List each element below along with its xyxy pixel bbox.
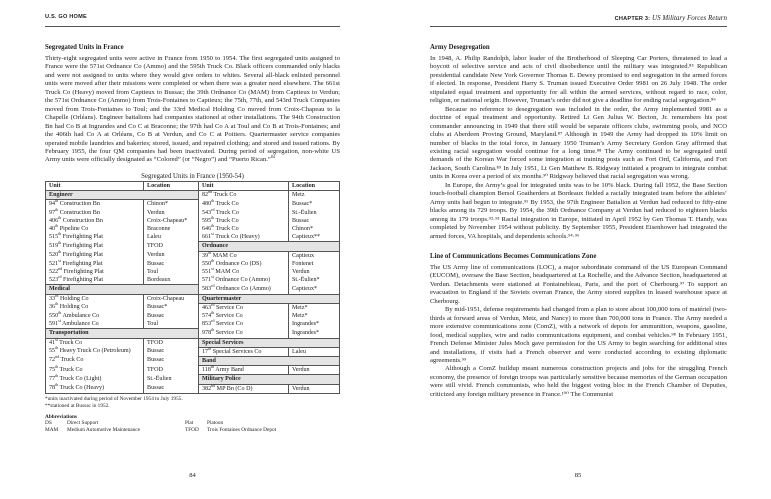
footnote: **stationed at Bussac in 1952. xyxy=(45,402,110,409)
chapter-title: US Military Forces Return xyxy=(652,14,727,22)
location-cell: Bussac xyxy=(144,384,199,393)
abbr-meaning: Direct Support xyxy=(67,420,99,427)
abbr-meaning: Platoon xyxy=(207,420,224,427)
header-unit: Unit xyxy=(199,181,289,190)
unit-cell: 36th Holding Co xyxy=(46,303,144,312)
header-rule xyxy=(45,26,340,27)
header-location: Location xyxy=(144,181,199,190)
table-row xyxy=(46,268,340,276)
location-cell: Bussac xyxy=(144,312,199,320)
left-page-body xyxy=(45,43,340,434)
table-row xyxy=(46,191,340,200)
unit-cell: 39th MAM Co xyxy=(199,251,289,260)
segregated-units-table xyxy=(45,181,340,394)
unit-cell: 40th Pipeline Co xyxy=(46,225,144,233)
table-body xyxy=(46,191,340,394)
table-row xyxy=(46,303,340,312)
location-cell: Verdun xyxy=(292,367,310,374)
table-row xyxy=(46,384,340,393)
location-cell: Laleu xyxy=(144,233,199,242)
location-cell: St.-Ëulien xyxy=(144,375,199,384)
category-header: Transportation xyxy=(46,329,199,338)
body-paragraph: In 1948, A. Philip Randolph, labor leader of the Brotherhood of Sleeping Car Porters, threatened to lead a boycott of selective service and acts of civil disobedience until the military was integrated.⁸⁵ Republican presidential candidate New York Governor Thomas E. Dewey promised to end segregation in the armed forces if elected. In response, President Harry S. Truman issued Executive Order 9981 on 26 July 1948. The order stipulated equal treatment and opportunity for all within the armed services, without regard to race, color, religion, or national origin. However, Truman’s order did not give a deadline for ending racial segregation.⁸⁶ xyxy=(430,55,727,105)
location-cell: Bussac xyxy=(144,260,199,268)
unit-cell: 82nd Truck Co xyxy=(199,191,289,200)
unit-cell: 522nd Firefighting Plat xyxy=(46,268,144,276)
unit-cell: 515th Firefighting Plat xyxy=(46,233,144,242)
location-cell: Metz* xyxy=(292,304,308,311)
page-number: 85 xyxy=(574,472,582,479)
category-header: Band xyxy=(199,356,340,365)
body-paragraph: By mid-1951, defense requirements had changed from a plan to store about 100,000 tons of matériel (two-thirds at forward areas of Verdun, Metz, and Nancy) to more than 700,000 tons in France. The Army needed a more extensive communications zone (ComZ), with a network of depots for ammunition, weapons, gasoline, food, medical supplies, wire and radio communications equipment, and combat vehicles.⁹⁸ In February 1951, French Defense Minister Jules Moch gave permission for the US Army to begin searching for additional sites and installations, if visits had a French observer and were conducted according to existing diplomatic agreements.⁹⁹ xyxy=(430,306,727,364)
unit-cell: 97th Construction Bn xyxy=(46,209,144,217)
unit-cell: 75th Truck Co xyxy=(46,366,144,375)
category-header: Ordnance xyxy=(199,242,340,251)
unit-cell: 591st Ambulance Co xyxy=(46,320,144,329)
unit-cell: 520th Firefighting Plat xyxy=(46,251,144,260)
page-number: 84 xyxy=(189,472,196,479)
location-cell: TFOD xyxy=(144,338,199,347)
unit-cell: 574th Service Co xyxy=(199,312,289,320)
section-title: Line of Communications Becomes Communications Zone xyxy=(430,252,597,260)
running-head xyxy=(430,14,727,24)
table-row xyxy=(46,251,340,260)
body-paragraph: In Europe, the Army’s goal for integrated units was to be 10% black. During fall 1952, the Base Section touch-football champion Bersol Goatherders at Bordeaux fielded a racially integrated team before the athletes’ Army units had begun to integrate.⁹¹ By 1953, the 97th Engineer Battalion at Verdun had reduced to fifty-nine blacks among its 729 troops. By 1954, the 39th Ordnance Company at Verdun had reduced to eighteen blacks among its 179 troops.⁹²·⁹³ Racial integration in Europe, initiated in April 1952 by Gen Thomas T. Handy, was completed by November 1954 without publicity. By September 1955, President Eisenhower had integrated the armed forces, VA hospitals, and dependents schools.⁹⁴·⁹⁶ xyxy=(430,181,727,240)
abbreviations xyxy=(45,414,340,434)
unit-cell: 583rd Ordnance Co (Ammo) xyxy=(199,285,289,294)
table-row xyxy=(46,233,340,242)
endnote-ref: 84 xyxy=(270,154,275,160)
table-row xyxy=(46,338,340,347)
table-row xyxy=(46,260,340,268)
location-cell: Metz xyxy=(292,192,305,199)
location-cell: Bussac* xyxy=(292,200,313,207)
location-cell: Croix-Chapeau* xyxy=(144,217,199,225)
category-header: Special Services xyxy=(199,338,340,347)
category-header: Military Police xyxy=(199,375,340,384)
unit-cell: 78th Truck Co (Heavy) xyxy=(46,384,144,393)
location-cell: TFOD xyxy=(144,366,199,375)
chapter-label: CHAPTER 3: xyxy=(614,16,651,22)
table-row xyxy=(46,200,340,209)
abbr: DS xyxy=(45,420,52,427)
location-cell: St.-Ëulien* xyxy=(292,277,320,284)
left-page xyxy=(0,0,385,499)
unit-cell: 406th Construction Bn xyxy=(46,217,144,225)
abbr: TFOD xyxy=(185,426,199,433)
unit-cell: 94th Construction Bn xyxy=(46,200,144,209)
abbr: Plat xyxy=(185,420,194,427)
location-cell: Ingrandes* xyxy=(292,329,320,336)
unit-cell: 463rd Service Co xyxy=(199,303,289,312)
table-row xyxy=(46,312,340,320)
table-row xyxy=(46,356,340,365)
unit-cell: 480th Truck Co xyxy=(199,200,289,209)
section-title: Segregated Units in France xyxy=(45,44,124,51)
location-cell: Verdun xyxy=(292,268,310,275)
header-location: Location xyxy=(289,181,340,190)
location-cell: Chinon* xyxy=(144,200,199,209)
header-unit: Unit xyxy=(46,181,144,190)
table-row xyxy=(46,347,340,356)
location-cell: Captieux* xyxy=(292,285,318,292)
table-row xyxy=(46,242,340,251)
table-footnotes xyxy=(45,396,340,410)
location-cell: Bordeaux xyxy=(144,276,199,285)
location-cell: Toul xyxy=(144,268,199,276)
unit-cell: 55th Heavy Truck Co (Petroleum) xyxy=(46,347,144,356)
table-row xyxy=(46,294,340,303)
unit-cell: 853rd Service Co xyxy=(199,320,289,329)
table-row xyxy=(46,276,340,285)
unit-cell: 33rd Holding Co xyxy=(46,294,144,303)
unit-cell: 550th Ordnance Co (DS) xyxy=(199,260,289,268)
location-cell: TFOD xyxy=(144,242,199,251)
location-cell: Chinon* xyxy=(292,225,313,232)
location-cell: Fontenet xyxy=(292,260,314,267)
table-row xyxy=(46,320,340,329)
running-head: U.S. GO HOME xyxy=(45,14,87,20)
location-cell: St.-Ëulien xyxy=(292,209,317,216)
location-cell: Metz* xyxy=(292,312,308,319)
abbreviations-title: Abbreviations xyxy=(45,413,77,420)
abbr-meaning: Medium Automotive Maintenance xyxy=(67,426,140,433)
location-cell: Toul xyxy=(144,320,199,329)
unit-cell: 523rd Firefighting Plat xyxy=(46,276,144,285)
abbr-meaning: Trois Fontaines Ordnance Depot xyxy=(207,426,277,433)
section-title: Army Desegregation xyxy=(430,44,490,51)
body-paragraph xyxy=(45,55,340,165)
location-cell: Braconne xyxy=(144,225,199,233)
unit-cell: 118th Army Band xyxy=(199,366,289,375)
table-row xyxy=(46,217,340,225)
unit-cell: 72nd Truck Co xyxy=(46,356,144,365)
unit-cell: 77th Truck Co (Light) xyxy=(46,375,144,384)
unit-cell: 382nd MP Bn (Co D) xyxy=(199,384,289,393)
right-page-body xyxy=(430,43,727,399)
category-header: Engineer xyxy=(46,191,199,200)
location-cell: Bussac* xyxy=(144,303,199,312)
body-paragraph: Because no reference to desegregation was included in the order, the Army implemented 9981 as a doctrine of equal treatment and opportunity. Retired Lt Gen Julius W. Becton, Jr. remembers his post commander announcing in 1949 that there still would be separate officers clubs, swimming pools, and NCO clubs at Aberdeen Proving Ground, Maryland.⁸⁷ Although in 1949 the Army had dropped its 10% limit on number of blacks in the total force, in January 1950 Truman’s Army Secretary Gordon Gray affirmed that existing racial segregation would continue for a long time.⁸⁸ The Army continued to be segregated until demands of the Korean War forced some integration at training posts such as Fort Ord, California, and Fort Jackson, South Carolina.⁸⁹ In July 1951, Lt Gen Matthew B. Ridgway initiated a program to integrate combat units in Korea over a period of six months.⁹⁰ Ridgway believed that racial segregation was wrong. xyxy=(430,105,727,181)
location-cell: Croix-Chapeau xyxy=(144,294,199,303)
category-header: Quartermaster xyxy=(199,294,340,303)
unit-cell: 543rd Truck Co xyxy=(199,209,289,217)
location-cell: Verdun xyxy=(292,385,310,392)
location-cell: Bussac xyxy=(144,347,199,356)
location-cell: Bussac xyxy=(144,356,199,365)
category-header: Medical xyxy=(46,285,199,294)
abbr: MAM xyxy=(45,426,59,433)
location-cell: Laleu xyxy=(292,348,306,355)
table-row xyxy=(46,209,340,217)
body-paragraph: The US Army line of communications (LOC), a major subordinate command of the US European Command (EUCOM), oversaw the Base Section, headquartered at La Rochelle, and the Advance Section, headquartered at Verdun. Detachments were stationed at Fontainebleau, Paris, and the port of Cherbourg.⁹⁷ To support an evacuation to England if the Soviets overran France, the Army stored supplies in leased warehouse space at Cherbourg. xyxy=(430,263,727,305)
table-row xyxy=(46,375,340,384)
unit-cell: 661st Truck Co (Heavy) xyxy=(199,233,289,242)
location-cell: Captieux** xyxy=(292,234,321,241)
unit-cell: 595th Truck Co xyxy=(199,217,289,225)
footnote: *units inactivated during period of November 1954 to July 1955. xyxy=(45,395,183,402)
paragraph-text: Thirty-eight segregated units were active in France from 1950 to 1954. The first segregated units assigned to France were the 571st Ordnance Co (Ammo) and the 595th Truck Co. Black officers commanded only blacks and were not assigned to units where they would give orders to whites. Several all-black enlisted personnel units were moved after their missions were completed or when there was a greater need elsewhere. The 661st Truck Co (Heavy) moved from Captieux to Bussac; the 39th Ordnance Co (MAM) from Captieux to Verdun; the 571st Ordnance Co (Ammo) from Trois-Fontaines to Captieux; the 75th, 77th, and 543rd Truck Companies moved from Trois-Fontaines to Toul; and the 33rd Medical Holding Co moved from Croix-Chapeau to la Chapelle (Orléans). Engineer battalions had companies stationed at other installations. The 94th Construction Bn had Co B at Ingrandes and Co C at Braconne; the 97th had Co A at Toul and Co B at Trois-Fontaines; and the 406th had Co A at Orléans, Co B at Verdun, and Co C at Poitiers. Quartermaster service companies operated mobile laundries and bakeries; stored, issued, and repaired clothing; and stored and issued rations. By February 1955, the four QM companies had been inactivated. During period of segregation, non-white US Army units were officially designated as “Colored” (or “Negro”) and “Puerto Rican.” xyxy=(45,55,340,164)
table-row xyxy=(46,285,340,294)
table-caption: Segregated Units in France (1950-54) xyxy=(141,172,244,180)
right-page xyxy=(385,0,771,499)
header-rule xyxy=(430,26,727,27)
location-cell: Ingrandes* xyxy=(292,321,320,328)
location-cell: Verdun xyxy=(144,251,199,260)
location-cell: Verdun xyxy=(144,209,199,217)
unit-cell: 571st Ordnance Co (Ammo) xyxy=(199,276,289,285)
table-row xyxy=(46,366,340,375)
location-cell: Captieux xyxy=(292,252,315,259)
unit-cell: 519th Firefighting Plat xyxy=(46,242,144,251)
table-row xyxy=(46,225,340,233)
unit-cell: 978th Service Co xyxy=(199,329,289,338)
location-cell: Bussac xyxy=(292,217,310,224)
unit-cell: 646th Truck Co xyxy=(199,225,289,233)
unit-cell: 41st Truck Co xyxy=(46,338,144,347)
unit-cell: 550th Ambulance Co xyxy=(46,312,144,320)
unit-cell: 17th Special Services Co xyxy=(199,347,289,356)
body-paragraph: Although a ComZ buildup meant numerous construction projects and jobs for the struggling French economy, the presence of foreign troops was particularly sensitive because memories of the German occupation were still vivid. French communists, who held the biggest voting bloc in the French Chamber of Deputies, criticized any foreign military presence in France.¹⁰⁰ The Communist xyxy=(430,365,727,398)
unit-cell: 521st Firefighting Plat xyxy=(46,260,144,268)
unit-cell: 551st MAM Co xyxy=(199,268,289,276)
table-row xyxy=(46,329,340,338)
